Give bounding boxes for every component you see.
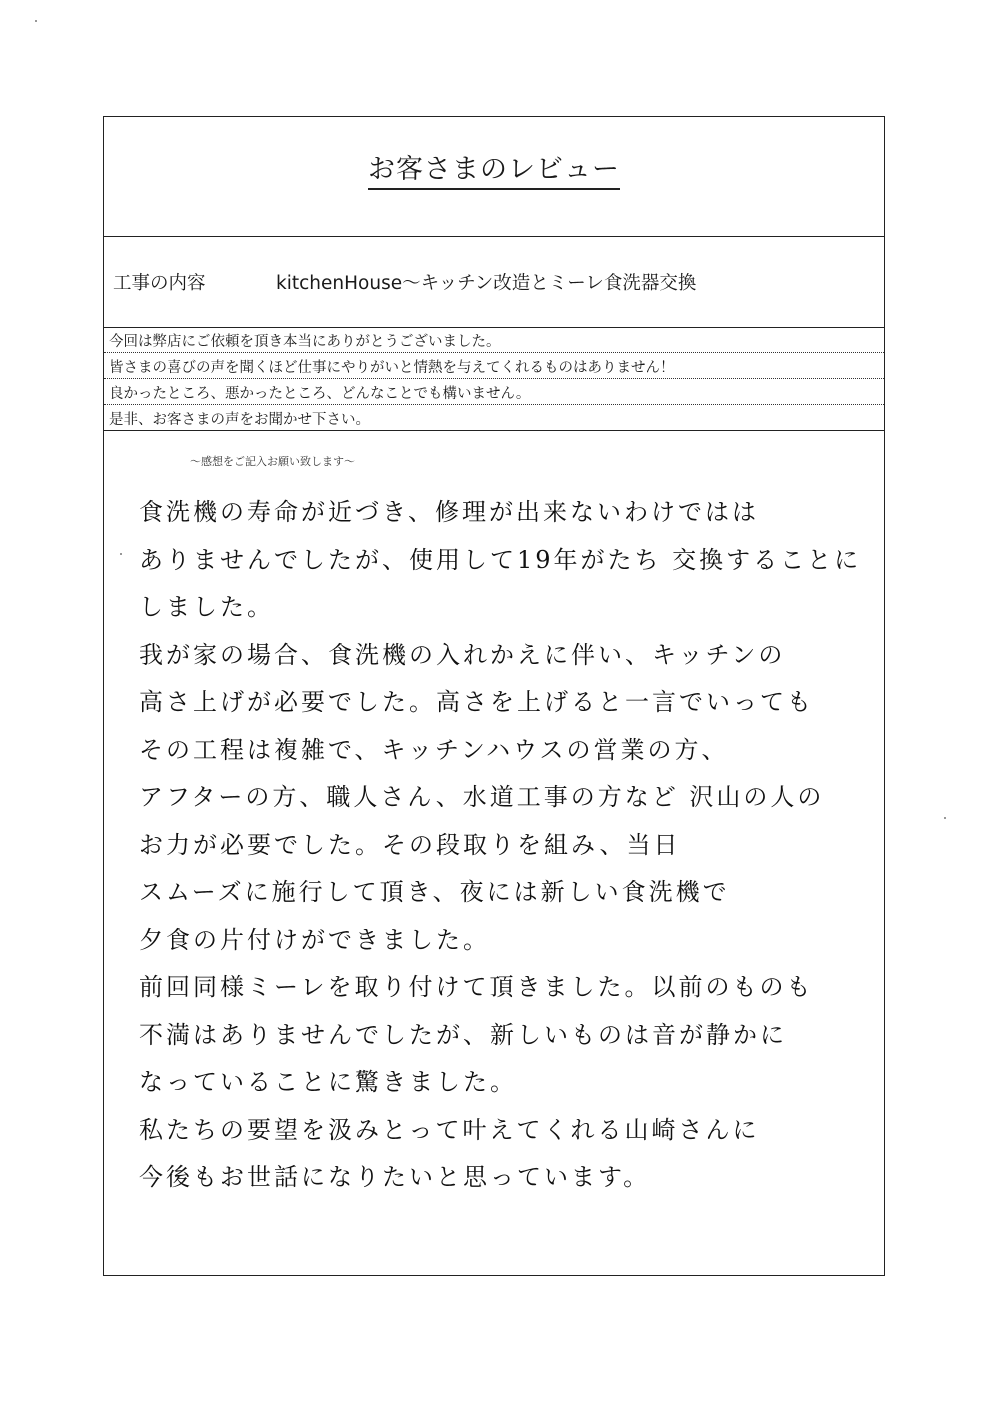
message-text: 良かったところ、悪かったところ、どんなことでも構いません。 [109, 386, 531, 402]
handwritten-line: 私たちの要望を汲みとって叶えてくれる山崎さんに [139, 1115, 760, 1144]
message-line-2 [104, 353, 884, 379]
handwritten-line: 今後もお世話になりたいと思っています。 [139, 1163, 651, 1191]
scan-speck [944, 817, 946, 819]
handwritten-comment [139, 489, 879, 1202]
message-line-1 [104, 327, 884, 353]
handwritten-line: その工程は複雑で、キッチンハウスの営業の方、 [139, 735, 729, 764]
handwritten-line: 夕食の片付けができました。 [139, 925, 490, 954]
scan-speck [35, 20, 37, 22]
handwritten-line: 前回同様ミーレを取り付けて頂きました。以前のものも [139, 973, 814, 1001]
work-content-label: 工事の内容 [113, 273, 206, 294]
comment-prompt: ～感想をご記入お願い致します～ [190, 455, 355, 468]
work-content-value: kitchenHouse～キッチン改造とミーレ食洗器交換 [276, 273, 697, 294]
handwritten-line: しました。 [139, 593, 274, 621]
message-text: 是非、お客さまの声をお聞かせ下さい。 [109, 412, 370, 428]
handwritten-line: 我が家の場合、食洗機の入れかえに伴い、キッチンの [139, 640, 786, 669]
handwritten-line: 食洗機の寿命が近づき、修理が出来ないわけではは [139, 498, 760, 526]
handwritten-line: スムーズに施行して頂き、夜には新しい食洗機で [139, 878, 730, 906]
message-text: 皆さまの喜びの声を聞くほど仕事にやりがいと情熱を与えてくれるものはありません！ [109, 360, 675, 376]
handwritten-line: お力が必要でした。その段取りを組み、当日 [139, 830, 681, 859]
page-title-text: お客さまのレビュー [368, 147, 620, 190]
work-content-row [104, 236, 884, 328]
page-title [104, 147, 884, 190]
message-text: 今回は弊店にご依頼を頂き本当にありがとうございました。 [109, 334, 501, 350]
handwritten-line: アフターの方、職人さん、水道工事の方など 沢山の人の [139, 783, 825, 811]
title-section [104, 117, 884, 237]
message-line-4 [104, 405, 884, 431]
handwritten-line: なっていることに驚きました。 [139, 1068, 517, 1096]
review-form [103, 116, 885, 1276]
handwritten-line: ありませんでしたが、使用して19年がたち 交換することに [139, 545, 862, 574]
handwritten-line: 不満はありませんでしたが、新しいものは音が静かに [139, 1020, 787, 1049]
handwritten-line: 高さ上げが必要でした。高さを上げると一言でいっても [139, 688, 814, 716]
message-line-3 [104, 379, 884, 405]
